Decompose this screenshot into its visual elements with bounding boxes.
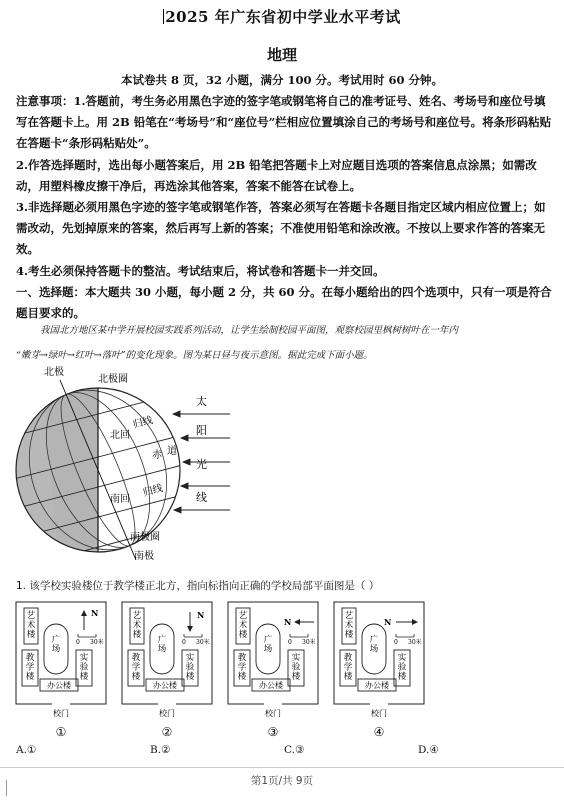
arctic-circle-label: 北极圈 <box>98 374 128 385</box>
scale-30m: 30米 <box>196 639 210 646</box>
lab-building-label: 实验楼 <box>397 653 407 682</box>
page-footer <box>0 773 564 788</box>
office-building-label: 办公楼 <box>259 681 283 690</box>
scale-30m: 30米 <box>302 639 316 646</box>
option-a[interactable]: A.① <box>16 744 37 756</box>
north-label: N <box>384 617 392 627</box>
sunlight-label-1: 太 <box>196 395 207 408</box>
art-building-label: 艺术楼 <box>238 611 248 640</box>
map-option-label: ② <box>161 725 173 739</box>
lab-building-label: 实验楼 <box>185 653 195 682</box>
office-building-label: 办公楼 <box>153 681 177 690</box>
office-building-label: 办公楼 <box>47 681 71 690</box>
answer-options <box>16 744 556 758</box>
scale-zero: 0 <box>76 639 80 646</box>
north-arrow-icon <box>396 619 418 625</box>
day-night-globe-diagram <box>0 360 564 575</box>
gate-label: 校门 <box>159 709 175 718</box>
note-3: 3.非选择题必须用黑色字迹的签字笔或钢笔作答，答案必须写在答题卡各题目指定区域内相应位置上；如需改动，先划掉原来的答案，然后再写上新的答案；不准使用铅笔和涂改液。不按以上要求作答的答案无效。 <box>16 200 546 257</box>
teaching-building-label: 教学楼 <box>131 653 141 682</box>
north-arrow-icon <box>81 610 87 630</box>
square-label: 广场 <box>369 635 379 655</box>
intro-line-2: “嫩芽→绿叶→红叶→落叶”的变化现象。图为某日昼与夜示意图。据此完成下面小题。 <box>16 350 373 361</box>
teaching-building-label: 教学楼 <box>237 653 247 682</box>
square-label: 广场 <box>263 635 273 655</box>
tropic-cancer-label-2: 归线 <box>131 415 155 431</box>
note-1: 注意事项：1.答题前，考生务必用黑色字迹的签字笔或钢笔将自己的准考证号、姓名、考场号和座位号填写在答题卡上。用 2B 铅笔在“考场号”和“座位号”栏相应位置填涂自己的考场号和座位号。将条形码粘贴在答题卡“条形码粘贴处”。 <box>16 94 552 151</box>
art-building-label: 艺术楼 <box>26 611 36 640</box>
tropic-capricorn-label-1: 南回 <box>110 494 130 505</box>
scale-30m: 30米 <box>90 639 104 646</box>
teaching-building-label: 教学楼 <box>25 653 35 682</box>
lab-building-label: 实验楼 <box>291 653 301 682</box>
square-label: 广场 <box>51 635 61 655</box>
subject-title: 地理 <box>266 46 297 64</box>
campus-map-2 <box>122 602 212 739</box>
note-4: 4.考生必须保持答题卡的整洁。考试结束后，将试卷和答题卡一并交回。 <box>16 263 385 278</box>
note-2: 2.作答选择题时，选出每小题答案后，用 2B 铅笔把答题卡上对应题目选项的答案信息点涂黑；如需改动，用塑料橡皮擦干净后，再选涂其他答案，答案不能答在试卷上。 <box>16 157 537 193</box>
intro-line-1: 我国北方地区某中学开展校园实践系列活动，让学生绘制校园平面图，观察校园里枫树树叶在一年内 <box>40 325 459 336</box>
art-building-label: 艺术楼 <box>344 611 354 640</box>
gate-label: 校门 <box>53 709 69 718</box>
tropic-capricorn-label-2: 归线 <box>141 483 165 499</box>
north-arrow-icon <box>294 619 314 625</box>
north-arrow-icon <box>187 612 193 632</box>
art-building-label: 艺术楼 <box>132 611 142 640</box>
equator-label-2: 道 <box>167 446 177 457</box>
square-label: 广场 <box>157 635 167 655</box>
sunlight-label-2: 阳 <box>196 424 207 437</box>
equator-label-1: 赤 <box>152 450 162 461</box>
map-option-label: ① <box>55 725 67 739</box>
option-b[interactable]: B.② <box>150 744 171 756</box>
campus-map-1 <box>16 602 106 739</box>
sunlight-label-4: 线 <box>196 491 207 504</box>
north-label: N <box>197 610 205 620</box>
exam-title <box>0 6 564 27</box>
gate-label: 校门 <box>265 709 281 718</box>
office-building-label: 办公楼 <box>365 681 389 690</box>
scale-zero: 0 <box>182 639 186 646</box>
south-pole-label: 南极 <box>134 551 154 562</box>
scale-30m: 30米 <box>408 639 422 646</box>
map-option-label: ④ <box>373 725 385 739</box>
north-label: N <box>284 617 292 627</box>
section-heading: 一、选择题：本大题共 30 小题，每小题 2 分，共 60 分。在每小题给出的四个选项中，只有一项是符合题目要求的。 <box>16 284 552 321</box>
north-pole-label: 北极 <box>44 367 64 378</box>
north-label: N <box>91 608 99 618</box>
antarctic-circle-label: 南极圈 <box>130 532 160 543</box>
sunlight-label-3: 光 <box>196 458 207 471</box>
exam-notes <box>16 91 556 324</box>
scale-zero: 0 <box>288 639 292 646</box>
campus-map-options <box>0 596 564 741</box>
lab-building-label: 实验楼 <box>79 653 89 682</box>
option-c[interactable]: C.③ <box>284 744 305 756</box>
question-1-stem: 1. 该学校实验楼位于教学楼正北方，指向标指向正确的学校局部平面图是（ ） <box>16 580 380 592</box>
page-number: 第1页/共 9页 <box>250 775 314 787</box>
exam-title-text: 2025 年广东省初中学业水平考试 <box>165 8 401 26</box>
gate-label: 校门 <box>371 709 387 718</box>
tropic-cancer-label-1: 北回 <box>110 430 130 441</box>
option-d[interactable]: D.④ <box>418 744 439 756</box>
campus-map-3 <box>228 602 318 739</box>
teaching-building-label: 教学楼 <box>343 653 353 682</box>
exam-info: 本试卷共 8 页，32 小题，满分 100 分。考试用时 60 分钟。 <box>120 73 444 87</box>
footer-divider <box>0 767 564 768</box>
map-option-label: ③ <box>267 725 279 739</box>
page-corner-mark <box>6 780 13 796</box>
campus-map-4 <box>334 602 424 739</box>
scale-zero: 0 <box>394 639 398 646</box>
